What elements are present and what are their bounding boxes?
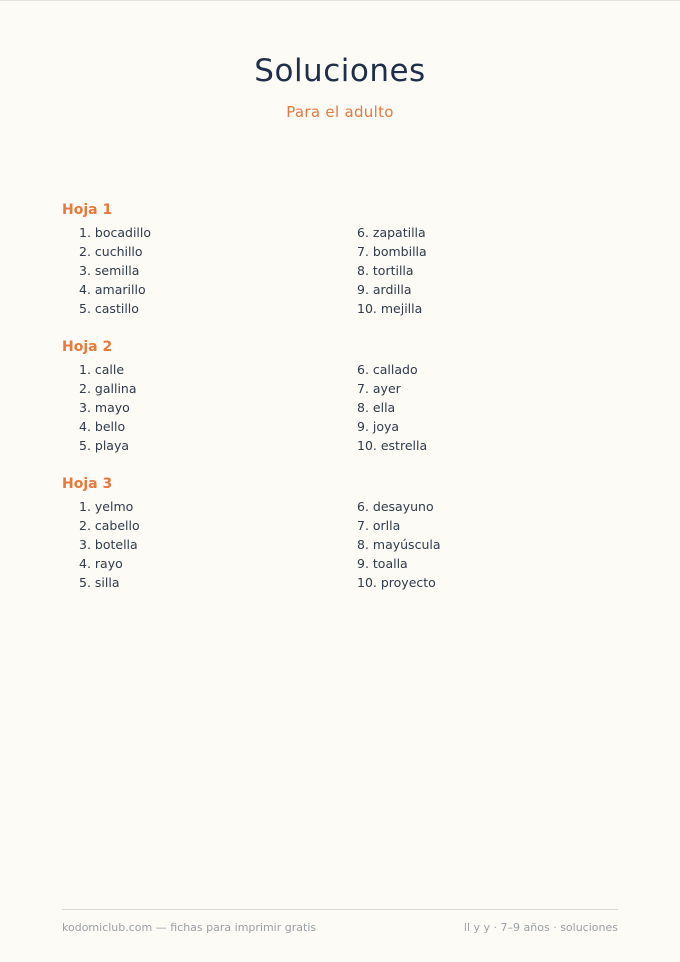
answer-item: 2. cabello bbox=[79, 518, 140, 533]
answer-item: 10. mejilla bbox=[357, 301, 423, 316]
answer-item: 1. calle bbox=[79, 362, 125, 377]
answer-item: 4. amarillo bbox=[79, 282, 146, 297]
answer-item: 1. yelmo bbox=[79, 499, 134, 514]
footer-site-text: kodomiclub.com — fichas para imprimir gratis bbox=[62, 921, 317, 934]
answer-item: 6. zapatilla bbox=[357, 225, 426, 240]
page-title: Soluciones bbox=[254, 53, 426, 89]
answer-column-left bbox=[79, 497, 140, 592]
answer-item: 3. botella bbox=[79, 537, 138, 552]
solutions-list bbox=[62, 199, 622, 610]
answer-column-left bbox=[79, 223, 151, 318]
section-heading: Hoja 3 bbox=[62, 476, 113, 492]
answer-item: 8. mayúscula bbox=[357, 537, 441, 552]
answer-item: 1. bocadillo bbox=[79, 225, 152, 240]
answer-item: 5. silla bbox=[79, 575, 120, 590]
answer-item: 7. bombilla bbox=[357, 244, 427, 259]
section-hoja-3 bbox=[62, 473, 622, 592]
answer-item: 4. bello bbox=[79, 419, 126, 434]
answer-item: 10. estrella bbox=[357, 438, 428, 453]
answer-item: 8. ella bbox=[357, 400, 396, 415]
answer-grid bbox=[62, 223, 622, 318]
answer-item: 9. ardilla bbox=[357, 282, 412, 297]
answer-item: 9. toalla bbox=[357, 556, 408, 571]
answer-item: 7. orlla bbox=[357, 518, 401, 533]
footer-topic-text: ll y y · 7–9 años · soluciones bbox=[463, 921, 618, 934]
section-hoja-2 bbox=[62, 336, 622, 455]
answer-item: 8. tortilla bbox=[357, 263, 414, 278]
answer-column-left bbox=[79, 360, 137, 455]
answer-item: 10. proyecto bbox=[357, 575, 436, 590]
answer-grid bbox=[62, 360, 622, 455]
section-heading: Hoja 2 bbox=[62, 339, 113, 355]
answer-item: 5. playa bbox=[79, 438, 130, 453]
answer-grid bbox=[62, 497, 622, 592]
section-heading: Hoja 1 bbox=[62, 202, 113, 218]
answer-item: 3. mayo bbox=[79, 400, 130, 415]
answer-item: 2. gallina bbox=[79, 381, 137, 396]
answer-item: 3. semilla bbox=[79, 263, 140, 278]
answer-column-right bbox=[357, 497, 441, 592]
page-subtitle: Para el adulto bbox=[286, 103, 394, 121]
answer-item: 5. castillo bbox=[79, 301, 139, 316]
answer-column-right bbox=[357, 360, 427, 455]
section-hoja-1 bbox=[62, 199, 622, 318]
answer-item: 6. desayuno bbox=[357, 499, 434, 514]
footer-divider bbox=[62, 909, 618, 910]
answer-item: 7. ayer bbox=[357, 381, 401, 396]
answer-item: 2. cuchillo bbox=[79, 244, 143, 259]
answer-column-right bbox=[357, 223, 427, 318]
answer-item: 6. callado bbox=[357, 362, 418, 377]
answer-item: 9. joya bbox=[357, 419, 400, 434]
answer-item: 4. rayo bbox=[79, 556, 123, 571]
